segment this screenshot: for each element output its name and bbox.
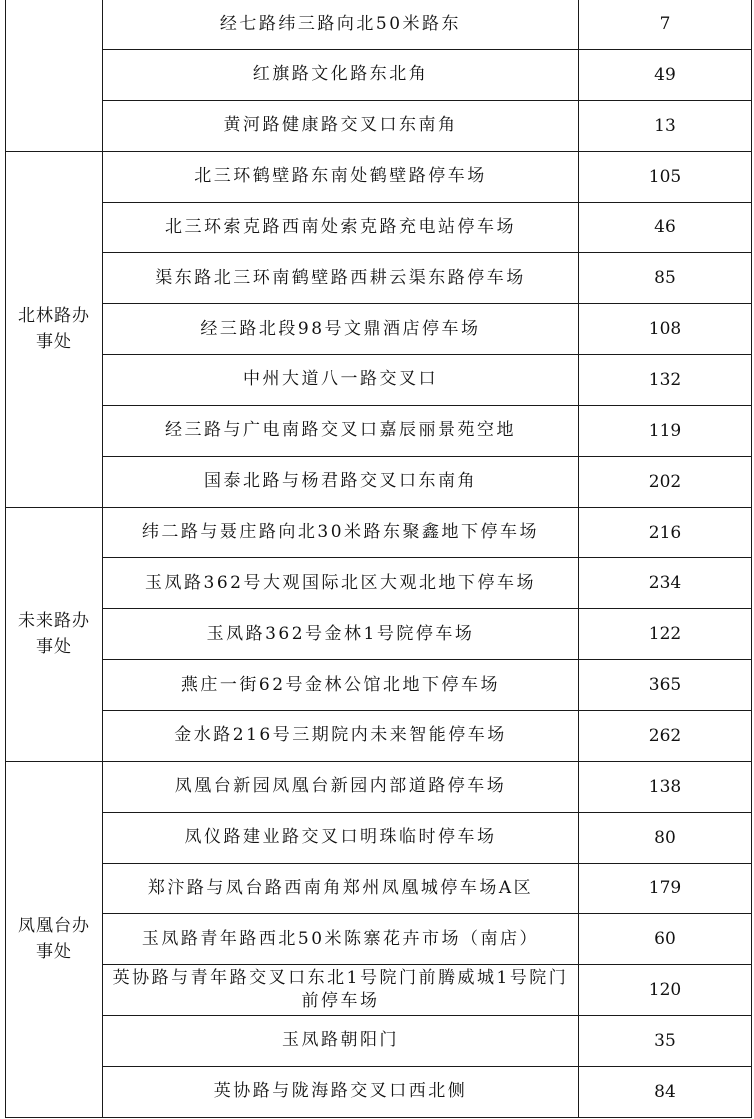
count-cell: 80 — [579, 812, 752, 863]
count-cell: 85 — [579, 253, 752, 304]
count-cell: 35 — [579, 1016, 752, 1067]
count-cell: 234 — [579, 558, 752, 609]
table-row — [6, 710, 752, 761]
table-row — [6, 507, 752, 558]
parking-lot-table — [5, 0, 752, 1118]
count-cell: 365 — [579, 660, 752, 711]
count-cell: 179 — [579, 863, 752, 914]
table-row — [6, 761, 752, 812]
count-cell: 132 — [579, 355, 752, 406]
location-cell: 经三路与广电南路交叉口嘉辰丽景苑空地 — [103, 405, 579, 456]
table-body — [6, 0, 752, 1117]
table-row — [6, 812, 752, 863]
table-row — [6, 558, 752, 609]
count-cell: 120 — [579, 965, 752, 1016]
table-row — [6, 253, 752, 304]
location-cell: 黄河路健康路交叉口东南角 — [103, 100, 579, 151]
location-cell: 玉凤路362号金林1号院停车场 — [103, 609, 579, 660]
count-cell: 108 — [579, 304, 752, 355]
location-cell: 玉凤路362号大观国际北区大观北地下停车场 — [103, 558, 579, 609]
count-cell: 202 — [579, 456, 752, 507]
table-row — [6, 151, 752, 202]
table-row — [6, 609, 752, 660]
table-row — [6, 456, 752, 507]
table-row — [6, 0, 752, 50]
location-cell: 郑汴路与凤台路西南角郑州凤凰城停车场A区 — [103, 863, 579, 914]
location-cell: 经七路纬三路向北50米路东 — [103, 0, 579, 50]
location-cell: 玉凤路青年路西北50米陈寨花卉市场（南店） — [103, 914, 579, 965]
count-cell: 262 — [579, 710, 752, 761]
table-row — [6, 304, 752, 355]
office-cell: 北林路办事处 — [6, 151, 103, 507]
count-cell: 7 — [579, 0, 752, 50]
count-cell: 49 — [579, 50, 752, 101]
table-row — [6, 863, 752, 914]
table-row — [6, 355, 752, 406]
count-cell: 46 — [579, 202, 752, 253]
location-cell: 英协路与陇海路交叉口西北侧 — [103, 1066, 579, 1117]
count-cell: 119 — [579, 405, 752, 456]
location-cell: 国泰北路与杨君路交叉口东南角 — [103, 456, 579, 507]
table-row — [6, 100, 752, 151]
count-cell: 60 — [579, 914, 752, 965]
table-row — [6, 1016, 752, 1067]
office-cell: 凤凰台办事处 — [6, 761, 103, 1117]
count-cell: 13 — [579, 100, 752, 151]
location-cell: 燕庄一街62号金林公馆北地下停车场 — [103, 660, 579, 711]
count-cell: 216 — [579, 507, 752, 558]
location-cell: 纬二路与聂庄路向北30米路东聚鑫地下停车场 — [103, 507, 579, 558]
location-cell: 经三路北段98号文鼎酒店停车场 — [103, 304, 579, 355]
office-cell: 未来路办事处 — [6, 507, 103, 761]
location-cell: 北三环鹤壁路东南处鹤壁路停车场 — [103, 151, 579, 202]
location-cell: 凤仪路建业路交叉口明珠临时停车场 — [103, 812, 579, 863]
office-cell — [6, 0, 103, 151]
table-row — [6, 50, 752, 101]
table-row — [6, 965, 752, 1016]
count-cell: 105 — [579, 151, 752, 202]
location-cell: 凤凰台新园凤凰台新园内部道路停车场 — [103, 761, 579, 812]
table-row — [6, 1066, 752, 1117]
table-row — [6, 660, 752, 711]
location-cell: 北三环索克路西南处索克路充电站停车场 — [103, 202, 579, 253]
location-cell: 红旗路文化路东北角 — [103, 50, 579, 101]
location-cell: 玉凤路朝阳门 — [103, 1016, 579, 1067]
table-row — [6, 202, 752, 253]
count-cell: 138 — [579, 761, 752, 812]
count-cell: 84 — [579, 1066, 752, 1117]
location-cell: 英协路与青年路交叉口东北1号院门前腾威城1号院门前停车场 — [103, 965, 579, 1016]
location-cell: 中州大道八一路交叉口 — [103, 355, 579, 406]
location-cell: 金水路216号三期院内未来智能停车场 — [103, 710, 579, 761]
table-row — [6, 405, 752, 456]
location-cell: 渠东路北三环南鹤壁路西耕云渠东路停车场 — [103, 253, 579, 304]
count-cell: 122 — [579, 609, 752, 660]
table-row — [6, 914, 752, 965]
